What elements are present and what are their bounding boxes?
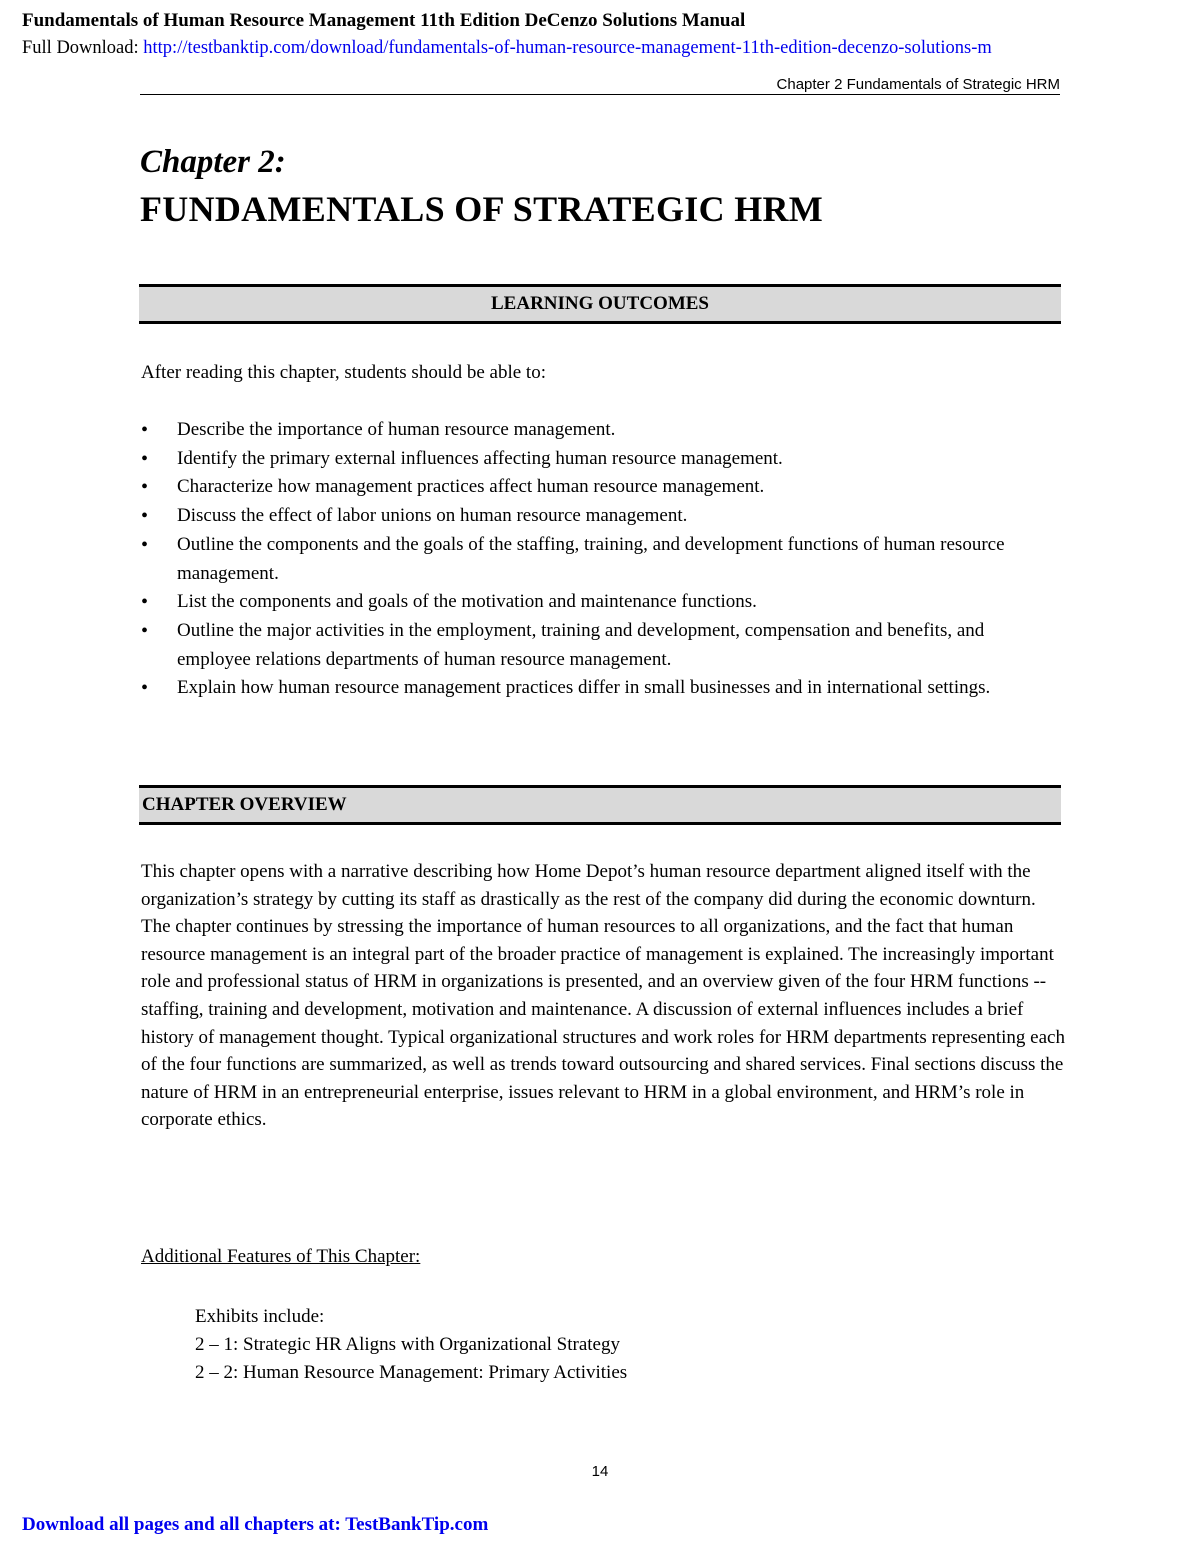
running-header — [140, 76, 1060, 95]
exhibit-item: 2 – 1: Strategic HR Aligns with Organizational Strategy — [195, 1334, 620, 1355]
list-item: • Characterize how management practices affect human resource management. — [141, 473, 1061, 502]
download-link[interactable]: http://testbanktip.com/download/fundamentals-of-human-resource-management-11th-edition-decenzo-solutions-m — [143, 38, 992, 58]
exhibits-intro: Exhibits include: — [195, 1306, 325, 1327]
additional-features-title: Additional Features of This Chapter: — [141, 1246, 421, 1267]
list-item: • Outline the major activities in the employment, training and development, compensation and benefits, and employee relations departments of human resource management. — [141, 617, 1061, 674]
document-title: Fundamentals of Human Resource Management 11th Edition DeCenzo Solutions Manual — [22, 10, 746, 31]
list-item: • List the components and goals of the motivation and maintenance functions. — [141, 588, 1061, 617]
exhibit-item: 2 – 2: Human Resource Management: Primary Activities — [195, 1362, 628, 1383]
learning-outcomes-heading: LEARNING OUTCOMES — [139, 284, 1061, 324]
chapter-number: Chapter 2: — [140, 144, 286, 180]
running-header-text: Chapter 2 Fundamentals of Strategic HRM — [776, 76, 1060, 93]
download-line — [22, 38, 992, 59]
bottom-download-link[interactable]: Download all pages and all chapters at: TestBankTip.com — [22, 1514, 489, 1535]
exhibits-block — [195, 1303, 627, 1387]
list-item: • Outline the components and the goals of the staffing, training, and development functions of human resource management. — [141, 531, 1061, 588]
chapter-overview-heading: CHAPTER OVERVIEW — [139, 785, 1061, 825]
list-item: • Identify the primary external influences affecting human resource management. — [141, 445, 1061, 474]
outcomes-intro: After reading this chapter, students should be able to: — [141, 362, 546, 383]
list-item: • Explain how human resource management practices differ in small businesses and in international settings. — [141, 674, 1061, 703]
outcomes-list — [141, 416, 1061, 703]
overview-paragraph: This chapter opens with a narrative describing how Home Depot’s human resource department aligned itself with the organization’s strategy by cutting its staff as drastically as the rest of the company did during the economic downturn. The chapter continues by stressing the importance of human resources to all organizations, and the fact that human resource management is an integral part of the broader practice of management is explained. The increasingly important role and professional status of HRM in organizations is presented, and an overview given of the four HRM functions -- staffing, training and development, motivation and maintenance. A discussion of external influences includes a brief history of management thought. Typical organizational structures and work roles for HRM departments representing each of the four functions are summarized, as well as trends toward outsourcing and shared services. Final sections discuss the nature of HRM in an entrepreneurial enterprise, issues relevant to HRM in a global environment, and HRM’s role in corporate ethics. — [141, 861, 1065, 1131]
list-item: • Describe the importance of human resource management. — [141, 416, 1061, 445]
chapter-title: FUNDAMENTALS OF STRATEGIC HRM — [140, 189, 824, 229]
page-number: 14 — [591, 1463, 609, 1480]
download-label: Full Download: — [22, 38, 144, 58]
list-item: • Discuss the effect of labor unions on human resource management. — [141, 502, 1061, 531]
